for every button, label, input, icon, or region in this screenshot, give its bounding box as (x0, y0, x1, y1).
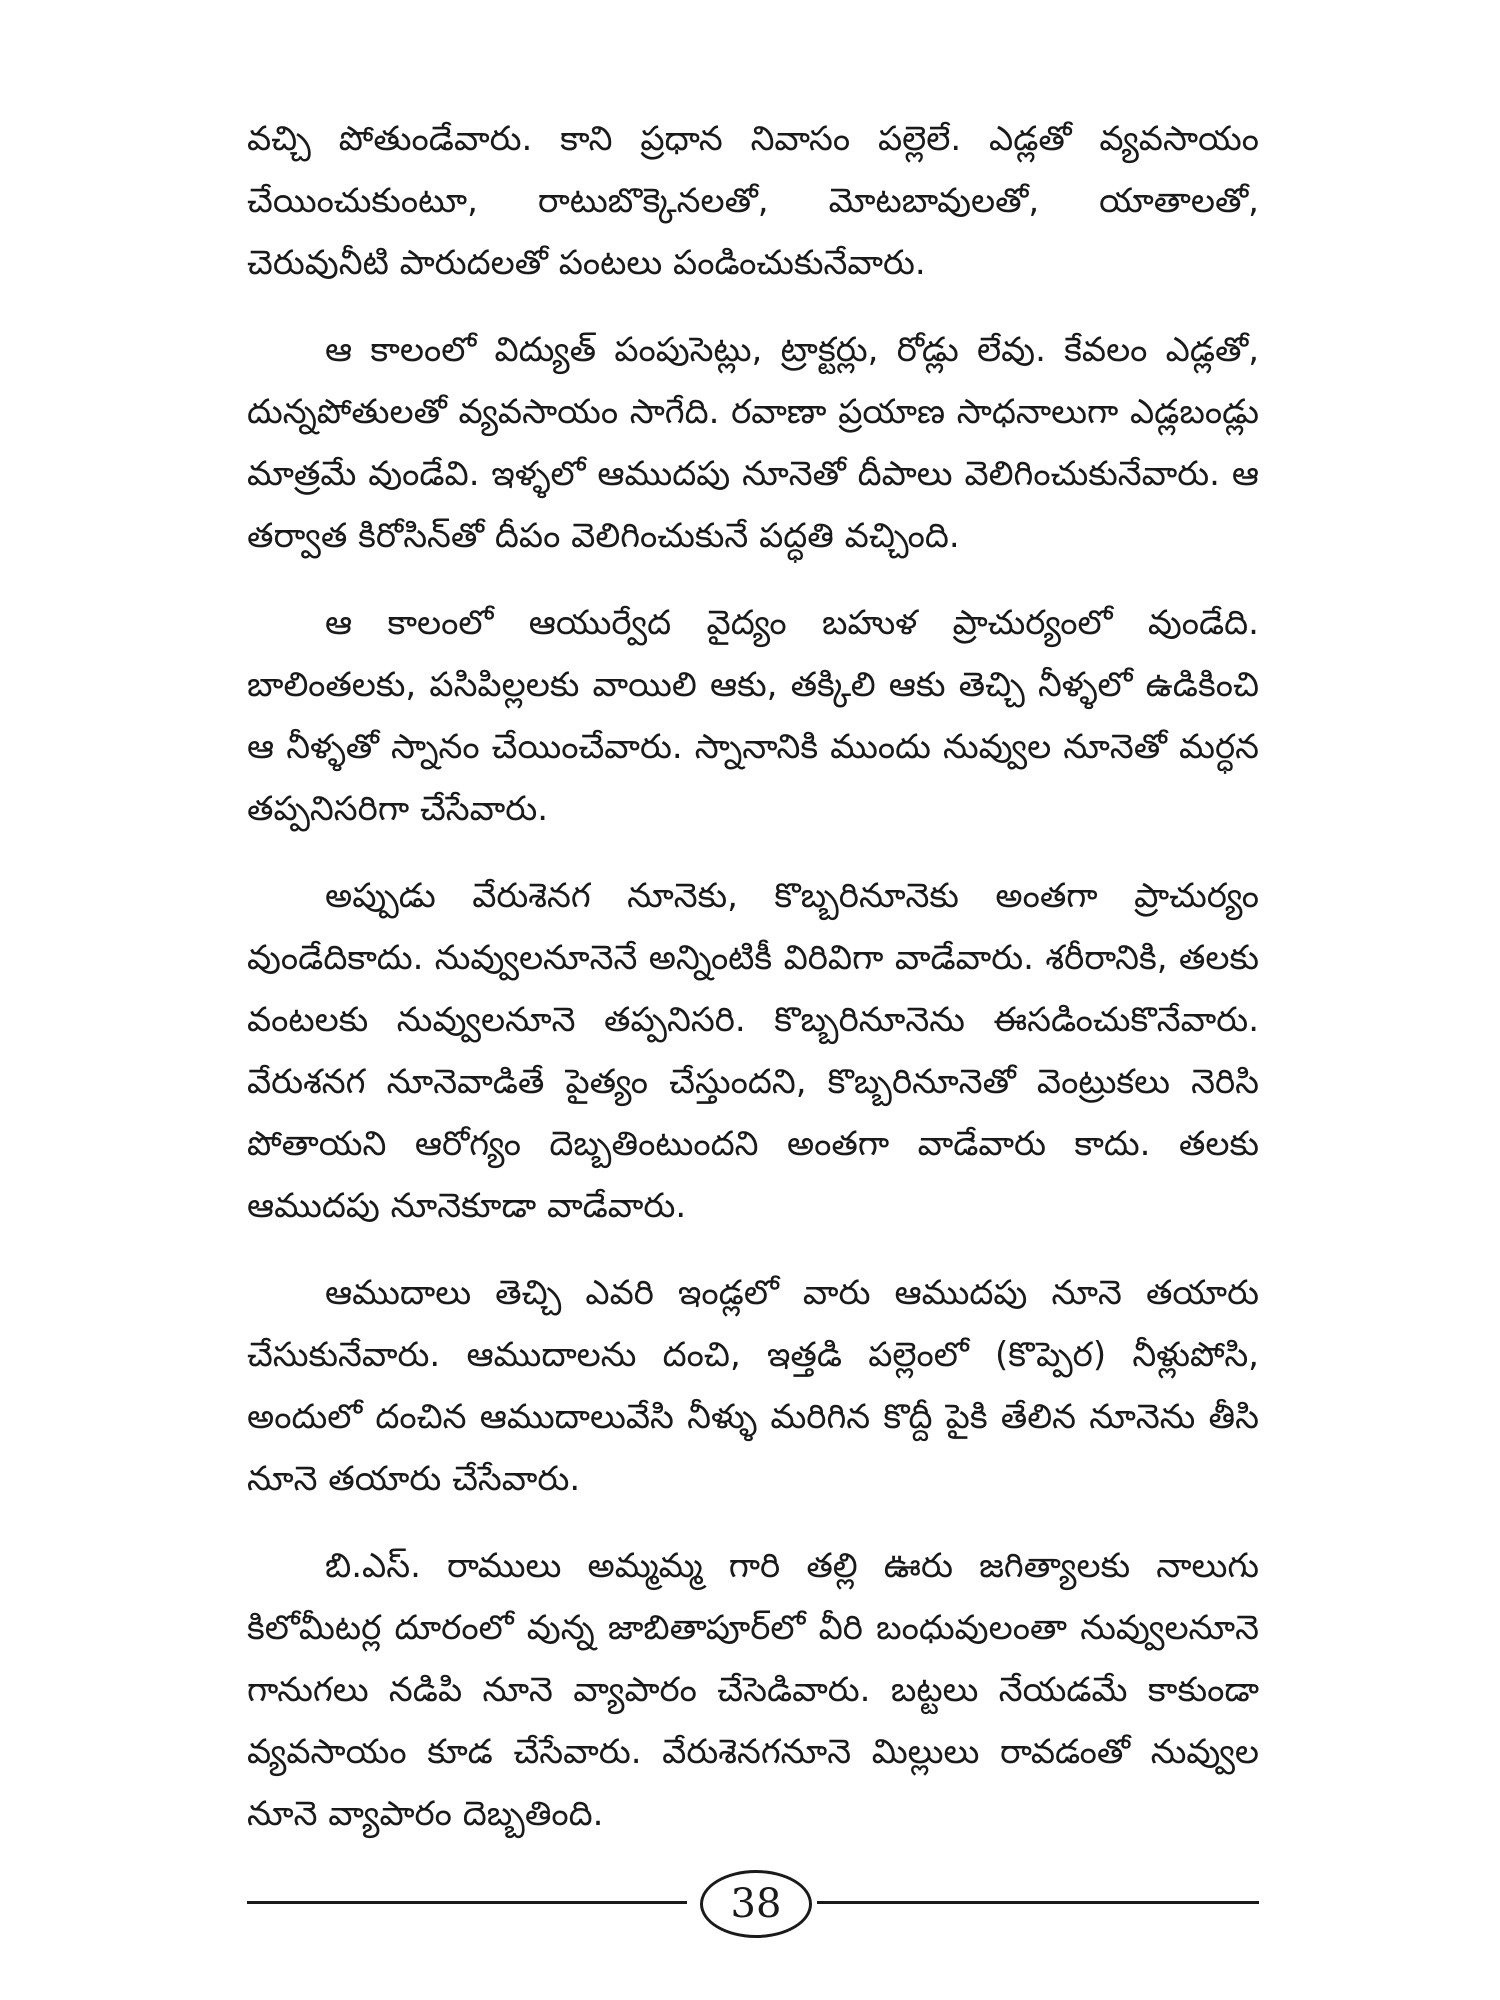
paragraph-4: అప్పుడు వేరుశెనగ నూనెకు, కొబ్బరినూనెకు అంతగా ప్రాచుర్యం వుండేదికాదు. నువ్వులనూనెనే అన్నింటికీ విరివిగా వాడేవారు. శరీరానికి, తలకు వంటలకు నువ్వులనూనె తప్పనిసరి. కొబ్బరినూనెను ఈసడించుకొనేవారు. వేరుశనగ నూనెవాడితే పైత్యం చేస్తుందని, కొబ్బరినూనెతో వెంట్రుకలు నెరిసి పోతాయని ఆరోగ్యం దెబ్బతింటుందని అంతగా వాడేవారు కాదు. తలకు ఆముదపు నూనెకూడా వాడేవారు. (247, 876, 1259, 1226)
footer-rule-right (817, 1901, 1259, 1904)
page-number: 38 (700, 1870, 812, 1938)
paragraph-3: ఆ కాలంలో ఆయుర్వేద వైద్యం బహుళ ప్రాచుర్యంలో వుండేది. బాలింతలకు, పసిపిల్లలకు వాయిలి ఆకు, తక్కిలి ఆకు తెచ్చి నీళ్ళలో ఉడికించి ఆ నీళ్ళతో స్నానం చేయించేవారు. స్నానానికి ముందు నువ్వుల నూనెతో మర్ధన తప్పనిసరిగా చేసేవారు. (247, 603, 1259, 829)
paragraph-2: ఆ కాలంలో విద్యుత్ పంపుసెట్లు, ట్రాక్టర్లు, రోడ్లు లేవు. కేవలం ఎడ్లతో, దున్నపోతులతో వ్యవసాయం సాగేది. రవాణా ప్రయాణ సాధనాలుగా ఎడ్లబండ్లు మాత్రమే వుండేవి. ఇళ్ళలో ఆముదపు నూనెతో దీపాలు వెలిగించుకునేవారు. ఆ తర్వాత కిరోసిన్‌తో దీపం వెలిగించుకునే పద్ధతి వచ్చింది. (247, 330, 1259, 556)
paragraph-5: ఆముదాలు తెచ్చి ఎవరి ఇండ్లలో వారు ఆముదపు నూనె తయారు చేసుకునేవారు. ఆముదాలను దంచి, ఇత్తడి పల్లెంలో (కొప్పెర) నీళ్లుపోసి, అందులో దంచిన ఆముదాలువేసి నీళ్ళు మరిగిన కొద్దీ పైకి తేలిన నూనెను తీసి నూనె తయారు చేసేవారు. (247, 1273, 1259, 1499)
paragraph-6: బి.ఎస్. రాములు అమ్మమ్మ గారి తల్లి ఊరు జగిత్యాలకు నాలుగు కిలోమీటర్ల దూరంలో వున్న జాబితాపూర్‌లో వీరి బంధువులంతా నువ్వులనూనె గానుగలు నడిపి నూనె వ్యాపారం చేసెడివారు. బట్టలు నేయడమే కాకుండా వ్యవసాయం కూడ చేసేవారు. వేరుశెనగనూనె మిల్లులు రావడంతో నువ్వుల నూనె వ్యాపారం దెబ్బతింది. (247, 1546, 1259, 1834)
body-text (247, 108, 1259, 1870)
footer-rule-left (247, 1901, 687, 1904)
paragraph-1: వచ్చి పోతుండేవారు. కాని ప్రధాన నివాసం పల్లెలే. ఎడ్లతో వ్యవసాయం చేయించుకుంటూ, రాటుబొక్కెనలతో, మోటబావులతో, యాతాలతో, చెరువునీటి పారుదలతో పంటలు పండించుకునేవారు. (247, 119, 1259, 283)
page-footer (247, 1868, 1259, 1938)
